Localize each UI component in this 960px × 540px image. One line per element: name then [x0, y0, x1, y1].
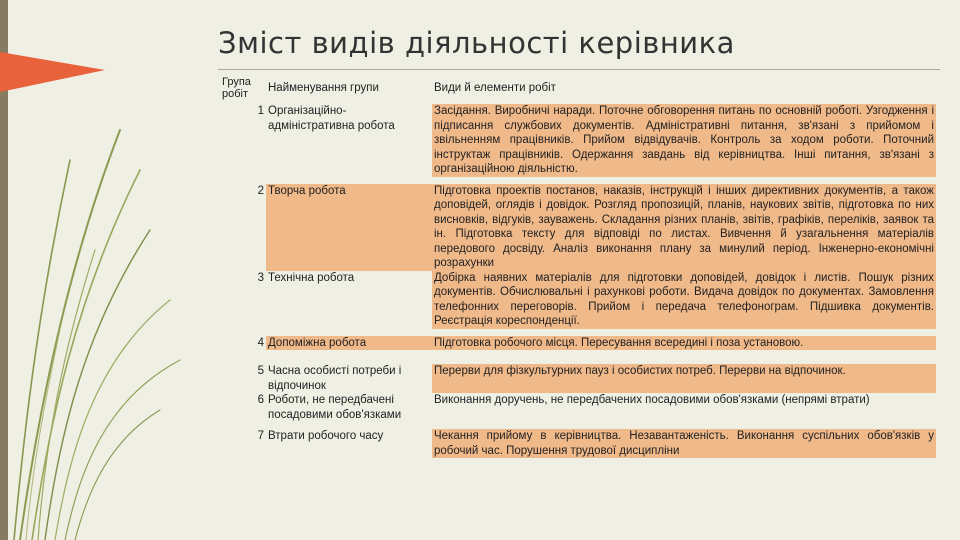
header-name: Найменування групи: [268, 81, 379, 94]
row-number: 6: [257, 394, 264, 406]
row-items: Виконання доручень, не передбачених посадовими обов'язками (непрямі втрати): [434, 394, 870, 406]
table-row: [220, 393, 936, 422]
arrow-marker: [0, 52, 105, 92]
header-group: Група робіт: [222, 76, 251, 100]
row-number: 4: [257, 336, 264, 349]
row-items: Перерви для фізкультурних пауз і особистих потреб. Перерви на відпочинок.: [432, 364, 936, 393]
row-items: Засідання. Виробничі наради. Поточне обговорення питань по основній роботі. Узгодження і підписання службових документів. Адміністративні питання, зв'язані з прийомом і звільненням працівників. Прийом відвідувачів. Контроль за ходом роботи. Поточний інструктаж працівників. Одержання завдань від керівництва. Інші питання, зв'язані з організаційною діяльністю.: [434, 105, 934, 175]
row-items: Підготовка проектів постанов, наказів, інструкцій і інших директивних документів, а також доповідей, оглядів і довідок. Розгляд пропозицій, планів, наукових звітів, підготовка по них висновків, відгуків, зауважень. Складання різних планів, звітів, графіків, переліків, заявок та ін. Підготовка тексту для відповіді по листах. Вивчення й узагальнення матеріалів передового досвіду. Аналіз виконання плану за минулий період. Інженерно-економічні розрахунки: [434, 184, 934, 269]
table-row: [220, 336, 936, 351]
row-name: Часна особисті потреби і відпочинок: [268, 365, 402, 392]
table-row: [220, 364, 936, 393]
slide-title: Зміст видів діяльності керівника: [218, 26, 735, 60]
row-number: 2: [257, 184, 264, 197]
table-row: [220, 104, 936, 177]
row-name: Втрати робочого часу: [268, 430, 384, 442]
title-divider: [218, 69, 940, 70]
table-row: [220, 184, 936, 271]
decorative-grass-graphic: [0, 0, 200, 540]
table-row: [220, 429, 936, 458]
table-row: [220, 271, 936, 329]
row-name: Творча робота: [266, 184, 432, 271]
row-name: Технічна робота: [268, 271, 355, 284]
row-items: Чекання прийому в керівництва. Незавантаженість. Виконання суспільних обов'язків у робочий час. Порушення трудової дисципліни: [434, 430, 934, 457]
row-name: Допоміжна робота: [266, 336, 432, 351]
row-number: 3: [257, 271, 264, 284]
row-number: 7: [257, 430, 264, 442]
table-header-row: [220, 72, 936, 104]
row-items: Добірка наявних матеріалів для підготовки доповідей, довідок і листів. Пошук різних документів. Обчислювальні і рахункові роботи. Видача довідок по документах. Замовлення телефонних переговорів. Прийом і передача телефонограм. Підшивка документів. Реєстрація кореспонденції.: [434, 271, 934, 327]
header-items: Види й елементи робіт: [434, 81, 556, 94]
row-number: 1: [257, 105, 264, 117]
row-name: Організаційно-адміністративна робота: [268, 105, 395, 132]
row-items: Підготовка робочого місця. Пересування всередині і поза установою.: [432, 336, 936, 351]
row-name: Роботи, не передбачені посадовими обов'язками: [268, 394, 402, 421]
activities-table: [220, 72, 936, 458]
row-number: 5: [257, 365, 264, 377]
